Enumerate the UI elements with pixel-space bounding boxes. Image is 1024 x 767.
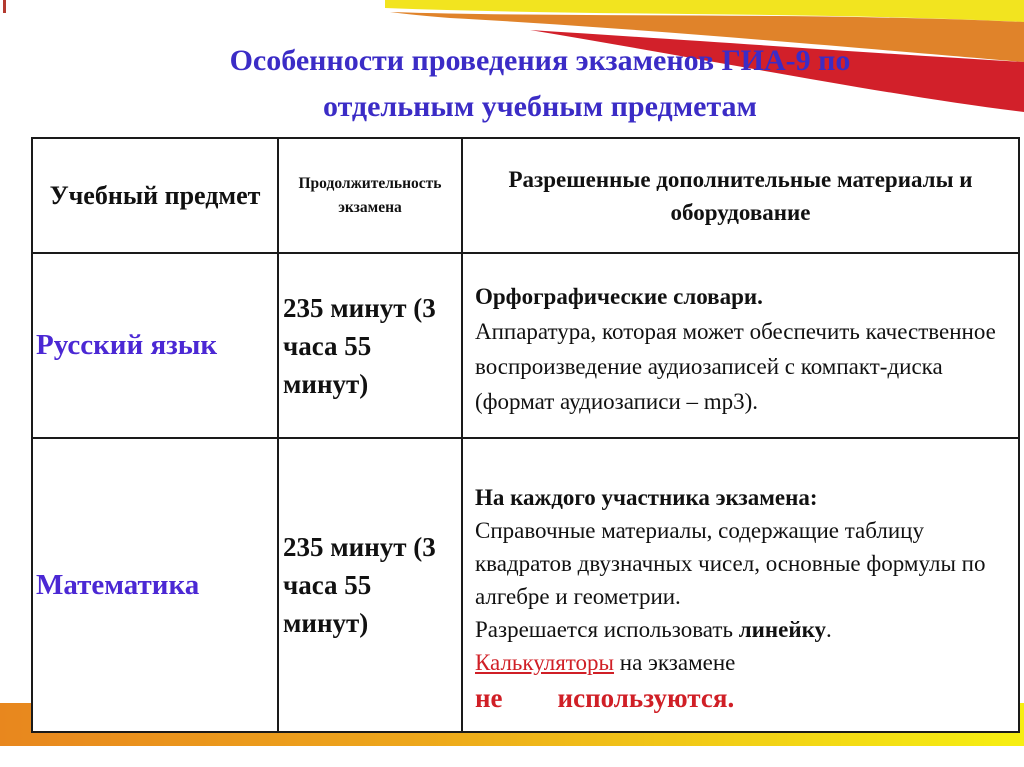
slide-title [56, 38, 1024, 130]
materials-body-math: Справочные материалы, содержащие таблицу квадратов двузначных чисел, основные формулы по алгебре и геометрии. [475, 518, 986, 609]
materials-cell-russian [462, 253, 1019, 438]
duration-cell-russian: 235 минут (3 часа 55 минут) [278, 253, 462, 438]
subject-cell-russian: Русский язык [32, 253, 278, 438]
table-header-row [32, 138, 1019, 253]
column-header-duration: Продолжительность экзамена [278, 138, 462, 253]
materials-body-russian: Аппаратура, которая может обеспечить качественное воспроизведение аудиозаписей с компакт-диска (формат аудиозаписи – mp3). [475, 318, 996, 414]
table-row-math [32, 438, 1019, 732]
not-used-line [475, 682, 1010, 715]
slide-title-line-1: Особенности проведения экзаменов ГИА-9 по [229, 44, 851, 77]
materials-lead-russian: Орфографические словари. [475, 283, 763, 309]
ruler-line [475, 613, 1010, 646]
materials-cell-math [462, 438, 1019, 732]
duration-cell-math: 235 минут (3 часа 55 минут) [278, 438, 462, 732]
calculators-underlined-word: Калькуляторы [475, 650, 615, 675]
column-header-subject: Учебный предмет [32, 138, 278, 253]
slide-title-line-2: отдельным учебным предметам [322, 90, 757, 123]
ruler-prefix-text: Разрешается использовать [475, 617, 739, 642]
left-edge-accent [3, 0, 6, 13]
column-header-materials: Разрешенные дополнительные материалы и оборудование [462, 138, 1019, 253]
not-word: не [475, 683, 503, 713]
ruler-period: . [826, 617, 832, 642]
ruler-bold-word: линейку [738, 617, 826, 642]
calculators-rest-text: на экзамене [614, 650, 736, 675]
subject-cell-math: Математика [32, 438, 278, 732]
calculators-line [475, 646, 1010, 679]
materials-lead-math: На каждого участника экзамена: [475, 485, 818, 510]
exam-features-table [31, 137, 1020, 733]
used-word: используются. [557, 683, 735, 713]
table-row-russian [32, 253, 1019, 438]
